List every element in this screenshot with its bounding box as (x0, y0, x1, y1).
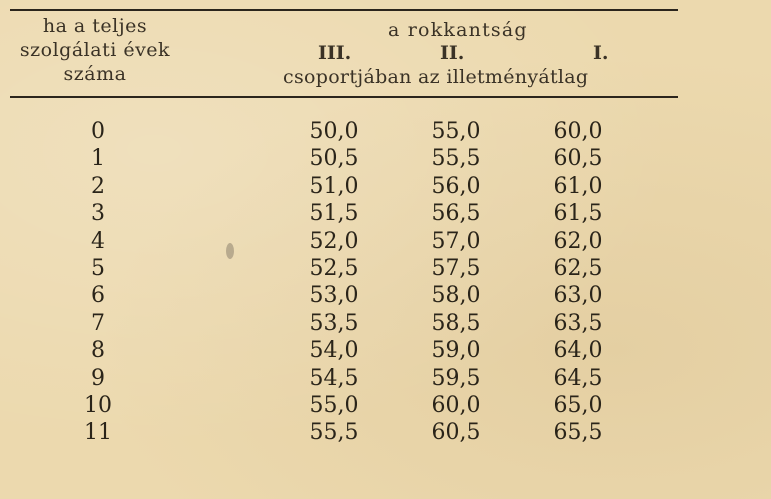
years-cell: 2 (91, 173, 105, 199)
ink-smudge (226, 243, 234, 259)
table-row (0, 200, 680, 227)
disability-group-header: a rokkantság (388, 19, 528, 41)
group-iii-header: III. (318, 42, 352, 64)
group-ii-cell: 55,0 (431, 119, 481, 144)
group-iii-cell: 50,5 (309, 146, 359, 172)
group-ii-cell: 60,5 (431, 420, 481, 446)
group-i-header: I. (593, 42, 609, 64)
table-row (0, 118, 680, 145)
group-ii-cell: 57,0 (431, 228, 481, 254)
group-iii-cell: 51,5 (309, 201, 359, 227)
table-row (0, 310, 680, 337)
table-row (0, 282, 680, 309)
years-header-line-3: száma (63, 63, 127, 85)
table-row (0, 392, 680, 419)
group-ii-cell: 56,5 (431, 201, 481, 227)
group-ii-cell: 59,5 (431, 365, 481, 391)
group-i-cell: 60,0 (553, 119, 603, 144)
salary-average-header: csoportjában az illetményátlag (283, 66, 589, 88)
group-i-cell: 62,0 (553, 228, 603, 254)
table-row (0, 419, 680, 446)
top-rule (10, 9, 678, 11)
group-i-cell: 60,5 (553, 146, 603, 172)
group-i-cell: 61,5 (553, 201, 603, 227)
years-cell: 11 (84, 420, 112, 446)
table-row (0, 365, 680, 392)
group-iii-cell: 53,0 (309, 283, 359, 309)
group-iii-cell: 55,5 (309, 420, 359, 446)
group-iii-cell: 51,0 (309, 173, 359, 199)
years-cell: 8 (91, 338, 105, 364)
group-ii-header: II. (440, 42, 465, 64)
years-header-line-2: szolgálati évek (19, 39, 171, 61)
group-i-cell: 63,5 (553, 310, 603, 336)
group-i-cell: 62,5 (553, 255, 603, 281)
years-cell: 3 (91, 201, 105, 227)
table-row (0, 228, 680, 255)
group-ii-cell: 58,0 (431, 283, 481, 309)
pension-table-body (0, 118, 680, 447)
group-ii-cell: 58,5 (431, 310, 481, 336)
years-cell: 1 (91, 146, 105, 172)
table-row (0, 255, 680, 282)
years-cell: 0 (91, 119, 105, 144)
years-header-line-1: ha a teljes (42, 15, 148, 37)
group-iii-cell: 52,5 (309, 255, 359, 281)
table-row (0, 173, 680, 200)
table-row (0, 145, 680, 172)
group-iii-cell: 53,5 (309, 310, 359, 336)
years-cell: 7 (91, 310, 105, 336)
group-i-cell: 65,5 (553, 420, 603, 446)
group-iii-cell: 55,0 (309, 392, 359, 418)
group-iii-cell: 54,0 (309, 338, 359, 364)
group-ii-cell: 59,0 (431, 338, 481, 364)
group-ii-cell: 57,5 (431, 255, 481, 281)
years-cell: 9 (91, 365, 105, 391)
years-column-header (0, 14, 190, 86)
years-cell: 6 (91, 283, 105, 309)
table-row (0, 337, 680, 364)
years-cell: 10 (84, 392, 112, 418)
group-ii-cell: 60,0 (431, 392, 481, 418)
group-iii-cell: 54,5 (309, 365, 359, 391)
group-ii-cell: 55,5 (431, 146, 481, 172)
group-ii-cell: 56,0 (431, 173, 481, 199)
group-i-cell: 65,0 (553, 392, 603, 418)
header-rule (10, 96, 678, 98)
group-i-cell: 61,0 (553, 173, 603, 199)
group-iii-cell: 50,0 (309, 119, 359, 144)
group-iii-cell: 52,0 (309, 228, 359, 254)
group-i-cell: 64,5 (553, 365, 603, 391)
group-i-cell: 64,0 (553, 338, 603, 364)
group-i-cell: 63,0 (553, 283, 603, 309)
years-cell: 5 (91, 255, 105, 281)
years-cell: 4 (91, 228, 105, 254)
